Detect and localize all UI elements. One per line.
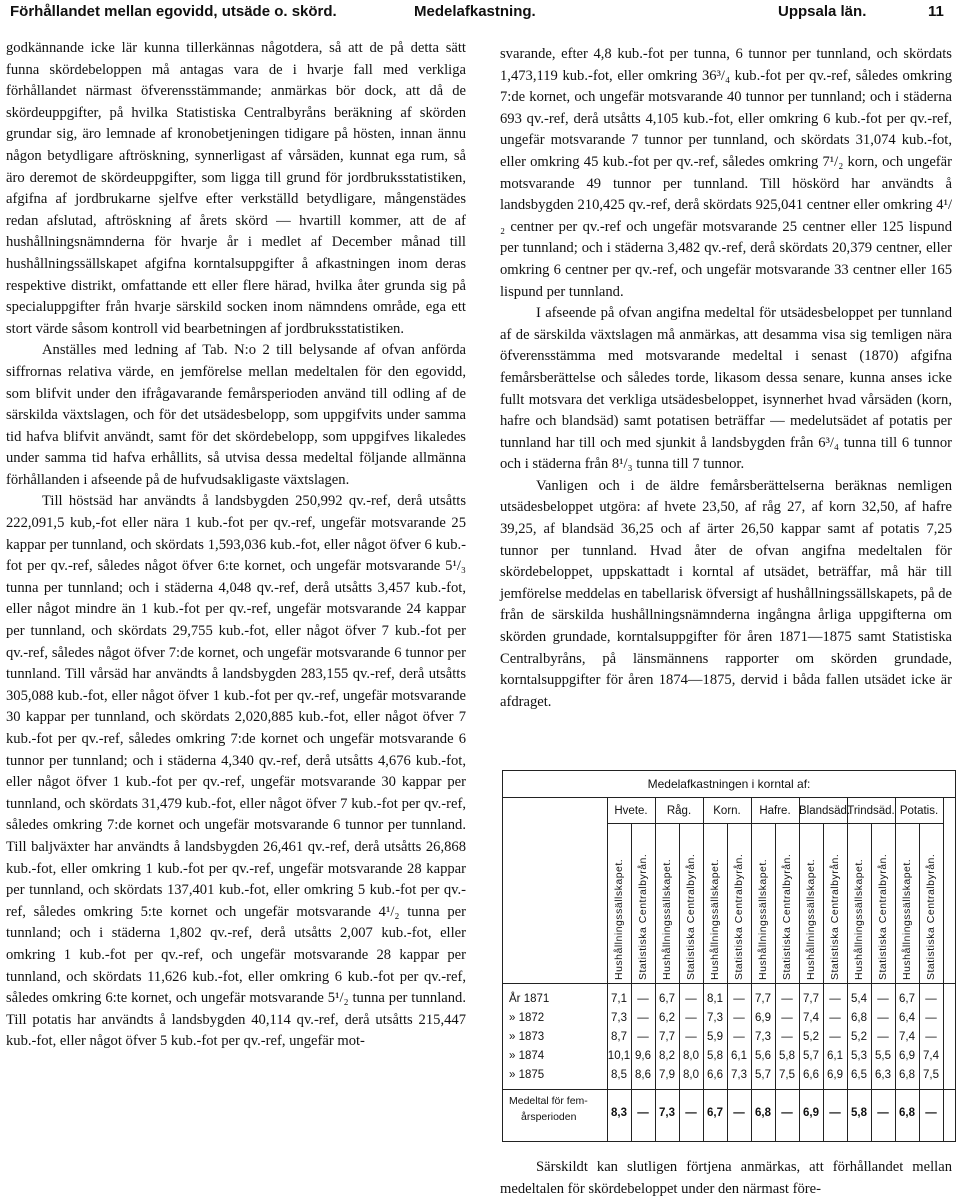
table-cell: 6,4 — [899, 1012, 915, 1024]
table-cell: 7,7 — [659, 1031, 675, 1043]
column-label: Statistiska Centralbyrån. — [781, 853, 793, 980]
column-label: Hushållningssällskapet. — [709, 858, 721, 980]
table-cell: 8,1 — [707, 993, 723, 1005]
mean-cell: — — [781, 1107, 793, 1119]
row-label: År 1871 — [509, 993, 550, 1005]
rule — [503, 797, 955, 798]
table-cell: 6,3 — [875, 1069, 891, 1081]
table-cell: 8,2 — [659, 1050, 675, 1062]
table-cell: 5,2 — [851, 1031, 867, 1043]
table-cell: — — [637, 1031, 649, 1043]
rule — [943, 797, 944, 1141]
mean-cell: — — [637, 1107, 649, 1119]
mean-cell: 5,8 — [851, 1107, 867, 1119]
table-cell: 7,5 — [779, 1069, 795, 1081]
region-title: Uppsala län. — [778, 3, 867, 20]
mean-cell: 6,8 — [899, 1107, 915, 1119]
table-cell: — — [733, 993, 745, 1005]
rule — [655, 797, 656, 1141]
table-cell: — — [781, 993, 793, 1005]
rule — [727, 823, 728, 1141]
table-cell: — — [925, 1031, 937, 1043]
table-cell: — — [685, 1031, 697, 1043]
paragraph: Särskildt kan slutligen förtjena anmärkas, att förhållandet mellan medeltalen för skördebeloppet under den närmast före- — [500, 1159, 952, 1197]
mean-cell: — — [829, 1107, 841, 1119]
column-label: Statistiska Centralbyrån. — [685, 853, 697, 980]
mean-label: Medeltal för fem- — [509, 1095, 588, 1107]
mean-cell: 6,7 — [707, 1107, 723, 1119]
right-column — [500, 44, 952, 713]
table-cell: — — [733, 1012, 745, 1024]
table-cell: 5,6 — [755, 1050, 771, 1062]
table-cell: 8,6 — [635, 1069, 651, 1081]
column-label: Hushållningssällskapet. — [901, 858, 913, 980]
mean-cell: 6,8 — [755, 1107, 771, 1119]
table-cell: — — [685, 1012, 697, 1024]
table-cell: 7,1 — [611, 993, 627, 1005]
crop-header: Korn. — [713, 805, 741, 817]
table-cell: 6,5 — [851, 1069, 867, 1081]
paragraph: Vanligen och i de äldre femårsberättelserna beräknas nemligen utsädesbeloppet utgöra: af hvete 23,50, af råg 27, af korn 32,50, af hafre 39,25, af blandsäd 36,25 och af ärter 26,50 kappar samt af potatis 7,25 tunnor per tunnland. Hvad åter de ofvan angifna medeltalen för skördebeloppet, uppskattadt i korntal af utsädet, beträffar, må här till jemförelse meddelas en tabellarisk öfversigt af hushållningssällskapets, på de från de särskilda hushållningsnämnderna ingångna årliga uppgifterna om skörden grundade, korntalsuppgifter för åren 1871—1875 samt Statistiska Centralbyråns, på länsmännens rapporter om skörden grundade, korntalsuppgifter för åren 1874—1875, dervid i båda fallen utsädet icke är afdraget. — [500, 477, 952, 710]
table-cell: — — [925, 1012, 937, 1024]
closing-paragraph — [500, 1157, 952, 1200]
table-cell: — — [877, 993, 889, 1005]
rule — [703, 797, 704, 1141]
row-label: » 1872 — [509, 1012, 545, 1024]
table-cell: 6,9 — [755, 1012, 771, 1024]
table-cell: 8,5 — [611, 1069, 627, 1081]
crop-header: Hvete. — [614, 805, 648, 817]
table-cell: 6,6 — [707, 1069, 723, 1081]
table-cell: 7,3 — [611, 1012, 627, 1024]
yield-table — [502, 770, 956, 1142]
column-label: Statistiska Centralbyrån. — [733, 853, 745, 980]
table-cell: 6,1 — [731, 1050, 747, 1062]
table-cell: — — [781, 1012, 793, 1024]
table-cell: 7,7 — [755, 993, 771, 1005]
column-label: Hushållningssällskapet. — [661, 858, 673, 980]
rule — [503, 1089, 955, 1090]
row-label: » 1875 — [509, 1069, 545, 1081]
left-column — [6, 38, 466, 1053]
column-label: Statistiska Centralbyrån. — [829, 853, 841, 980]
rule — [503, 983, 955, 984]
rule — [607, 797, 608, 1141]
column-label: Statistiska Centralbyrån. — [877, 853, 889, 980]
rule — [631, 823, 632, 1141]
rule — [823, 823, 824, 1141]
table-cell: 5,8 — [779, 1050, 795, 1062]
paragraph: godkännande icke lär kunna tillerkännas någotdera, så att de på detta sätt funna skördebeloppen må antagas vara de i hvarje fall med verkliga förhållandet närmast öfverensstämmande; anmärkas bör dock, att då de skördeuppgifter, på hvilka Statistiska Centralbyråns beräkning af skörden grundar sig, äro lemnade af kronobetjeningen tidigare på hösten, innan ännu någon betydligare aftröskning, synnerligast af vårsäden, kunnat ega rum, så äro deremot de skördeuppgifter, som ligga till grund för jordbruksstatistiken, afgifna af jordbrukarne sjelfve efter verkställd betydligare, mångenstädes redan afslutad, aftröskning af årets skörd — hvartill kommer, att de af hushållningsnämnderna för hvarje år i medlet af December månad till hushållningssällskapet afgifna korntalsuppgifter å afkastningen inom deras respektive distrikt, omfattande ett eller flere härad, hvilka åter grunda sig på specialuppgifter från hvarje särskild socken inom nämndens område, ega ett stort värde såsom kontroll vid bearbetningen af jordbruksstatistiken. — [6, 40, 466, 337]
table-cell: — — [637, 993, 649, 1005]
table-cell: — — [733, 1031, 745, 1043]
table-cell: — — [877, 1031, 889, 1043]
table-cell: — — [925, 993, 937, 1005]
table-title: Medelafkastningen i korntal af: — [647, 777, 811, 791]
row-label: » 1873 — [509, 1031, 545, 1043]
mean-cell: 6,9 — [803, 1107, 819, 1119]
column-label: Statistiska Centralbyrån. — [925, 853, 937, 980]
table-cell: — — [829, 1012, 841, 1024]
table-cell: 6,8 — [899, 1069, 915, 1081]
column-label: Hushållningssällskapet. — [805, 858, 817, 980]
paragraph: I afseende på ofvan angifna medeltal för utsädesbeloppet per tunnland af de särskilda växtslagen må anmärkas, att desamma visa sig temligen nära öfverensstämma med motsvarande medeltal i senast (1870) afgifna femårsberättelse och således torde, likasom dessa senare, kunna anses icke fullt motsvara det verkliga utsädesbeloppet, isynnerhet hvad vårsäden (korn, hafre och blandsäd) samt potatisen beträffar — medelutsädet af potatis per tunnland har till och med sjunkit å landsbygden från 6³/₄ tunna till 6 tunnor och i städerna från 8¹/₃ tunna till 7 tunnor. — [500, 305, 952, 473]
table-cell: 10,1 — [607, 1050, 631, 1062]
mean-cell: — — [733, 1107, 745, 1119]
crop-header: Hafre. — [759, 805, 791, 817]
rule — [919, 823, 920, 1141]
table-cell: 7,5 — [923, 1069, 939, 1081]
table-cell: 7,3 — [755, 1031, 771, 1043]
table-cell: 7,9 — [659, 1069, 675, 1081]
crop-header: Råg. — [666, 805, 692, 817]
table-cell: 8,7 — [611, 1031, 627, 1043]
rule — [775, 823, 776, 1141]
table-cell: 5,5 — [875, 1050, 891, 1062]
table-cell: 7,3 — [707, 1012, 723, 1024]
rule — [799, 797, 800, 1141]
rule — [871, 823, 872, 1141]
paragraph: svarande, efter 4,8 kub.-fot per tunna, 6 tunnor per tunnland, och skördats 1,473,119 kub.-fot, eller omkring 36³/₄ kub.-fot per qv.-ref, således omkring 7:de kornet, och ungefär motsvarande 40 tunnor per tunnland; och i städerna 693 qv.-ref, derå utsåtts 4,105 kub.-fot, eller omkring 6 kub.-fot per qv.-ref, ungefär motsvarande 7 tunnor per tunnland, och skördats 31,074 kub.-fot, eller omkring 45 kub.-fot per qv.-ref, således omkring 7¹/₂ korn, och ungefär motsvarande 49 tunnor per tunnland. Till höskörd har användts å landsbygden 210,425 qv.-ref, derå skördats 925,041 centner eller omkring 4¹/₂ centner per qv.-ref och ungefär motsvarande 25 centner eller 125 lispund per tunnland; och i städerna 3,482 qv.-ref, derå skördats 20,379 centner, eller omkring 6 centner per qv.-ref, och ungefär motsvarande 33 centner eller 165 lispund per tunnland. — [500, 46, 952, 300]
table-cell: — — [781, 1031, 793, 1043]
table-cell: 7,4 — [899, 1031, 915, 1043]
table-cell: 6,9 — [899, 1050, 915, 1062]
table-cell: — — [685, 993, 697, 1005]
section-title: Medelafkastning. — [414, 3, 536, 20]
table-cell: 6,6 — [803, 1069, 819, 1081]
mean-cell: 8,3 — [611, 1107, 627, 1119]
mean-cell: — — [685, 1107, 697, 1119]
paragraph: Anställes med ledning af Tab. N:o 2 till belysande af ofvan anförda siffrornas relativa värde, en jemförelse mellan medeltalen för den egovidd, som blifvit under den ifrågavarande femårsperioden använd till odling af de särskilda växtslagen, och för det utsädesbelopp, som uppgifvits under samma tid hafva blifvit användt, samt för det skördebelopp, som uppgifves likaledes under samma tid hafva erhållits, så utvisa dessa medeltal följande allmänna förhållanden i afseende på de hufvudsakligaste växtslagen. — [6, 342, 466, 488]
mean-label: årsperioden — [521, 1111, 577, 1123]
rule — [895, 797, 896, 1141]
column-label: Hushållningssällskapet. — [853, 858, 865, 980]
rule — [751, 797, 752, 1141]
table-cell: 9,6 — [635, 1050, 651, 1062]
rule — [847, 797, 848, 1141]
table-cell: 5,9 — [707, 1031, 723, 1043]
page-header — [10, 0, 950, 28]
table-cell: — — [829, 993, 841, 1005]
column-label: Statistiska Centralbyrån. — [637, 853, 649, 980]
table-cell: 5,7 — [755, 1069, 771, 1081]
table-cell: 5,7 — [803, 1050, 819, 1062]
table-cell: 7,3 — [731, 1069, 747, 1081]
table-cell: 7,7 — [803, 993, 819, 1005]
crop-header: Blandsäd. — [799, 805, 851, 817]
table-cell: 5,8 — [707, 1050, 723, 1062]
table-cell: 8,0 — [683, 1050, 699, 1062]
table-cell: — — [877, 1012, 889, 1024]
table-cell: 6,7 — [899, 993, 915, 1005]
rule — [679, 823, 680, 1141]
table-cell: 5,2 — [803, 1031, 819, 1043]
table-cell: 8,0 — [683, 1069, 699, 1081]
table-cell: 6,8 — [851, 1012, 867, 1024]
mean-cell: — — [877, 1107, 889, 1119]
table-cell: 6,7 — [659, 993, 675, 1005]
crop-header: Potatis. — [899, 805, 939, 817]
table-cell: — — [829, 1031, 841, 1043]
table-cell: 7,4 — [803, 1012, 819, 1024]
table-cell: 6,9 — [827, 1069, 843, 1081]
page-number: 11 — [928, 3, 944, 20]
table-cell: 6,2 — [659, 1012, 675, 1024]
paragraph: Till höstsäd har användts å landsbygden 250,992 qv.-ref, derå utsåtts 222,091,5 kub,-fot eller nära 1 kub.-fot per qv.-ref, ungefär motsvarande 25 kappar per tunnland, och skördats 1,593,036 kub.-fot, eller något öfver 6 kub.-fot per qv.-ref, således något öfver 6:te kornet, och ungefär motsvarande 5¹/₃ tunna per tunnland; och i städerna 4,048 qv.-ref, derå utsåtts 3,457 kub.-fot, eller något mindre än 1 kub.-fot per qv.-ref, ungefär motsvarande 24 kappar per tunnland, och skördats 29,755 kub.-fot, eller något öfver 7 kub.-fot per qv.-ref, således något öfver 7:de kornet, och ungefär motsvarande 6 tunnor per tunnland. Till vårsäd har användts å landsbygden 283,155 qv.-ref, derå utsåtts 305,088 kub.-fot, eller något öfver 1 kub.-fot per qv.-ref, ungefär motsvarande 30 kappar per tunnland, och skördats 2,020,885 kub.-fot, eller något öfver 7 kub.-fot per qv.-ref, således omkring 7:de kornet och ungefär motsvarande 6 tunnor per tunnland; och i städerna 4,340 qv.-ref, derå utsåtts 4,676 kub.-fot, eller något öfver 1 kub.-fot per qv.-ref, ungefär motsvarande 30 kappar per tunnland, och skördats 31,479 kub.-fot, eller något öfver 7 kub.-fot per qv.-ref, således omkring 7:de kornet och ungefär motsvarande 6 tunnor per tunnland. Till baljväxter har användts å landsbygden 26,461 qv.-ref, derå utsåtts 26,868 kub.-fot, eller omkring 1 kub.-fot per qv.-ref, ungefär motsvarande 28 kappar per tunnland, och skördats 137,401 kub.-fot, eller omkring 5 kub.-fot per qv.-ref, således omkring 5:te kornet och ungefär motsvarande 4¹/₂ tunna per tunnland; och i städerna 1,802 qv.-ref, derå utsåtts 2,007 kub.-fot, eller omkring 1 kub.-fot per qv.-ref, och ungefär motsvarande 28 kappar per tunnland, och skördats 11,626 kub.-fot, eller omkring 6 kub.-fot per qv.-ref, således omkring 6:te kornet, och ungefär motsvarande 5¹/₂ tunna per tunnland. Till potatis har användts å landsbygden 40,114 qv.-ref, derå utsåtts 215,447 kub.-fot, eller något öfver 5 kub.-fot per qv.-ref, ungefär mot- — [6, 493, 466, 1050]
column-label: Hushållningssällskapet. — [757, 858, 769, 980]
mean-cell: — — [925, 1107, 937, 1119]
row-label: » 1874 — [509, 1050, 545, 1062]
table-cell: 6,1 — [827, 1050, 843, 1062]
table-cell: 5,3 — [851, 1050, 867, 1062]
crop-header: Trindsäd. — [847, 805, 895, 817]
table-cell: 5,4 — [851, 993, 867, 1005]
mean-cell: 7,3 — [659, 1107, 675, 1119]
running-title: Förhållandet mellan egovidd, utsäde o. skörd. — [10, 3, 337, 20]
table-cell: — — [637, 1012, 649, 1024]
table-cell: 7,4 — [923, 1050, 939, 1062]
column-label: Hushållningssällskapet. — [613, 858, 625, 980]
